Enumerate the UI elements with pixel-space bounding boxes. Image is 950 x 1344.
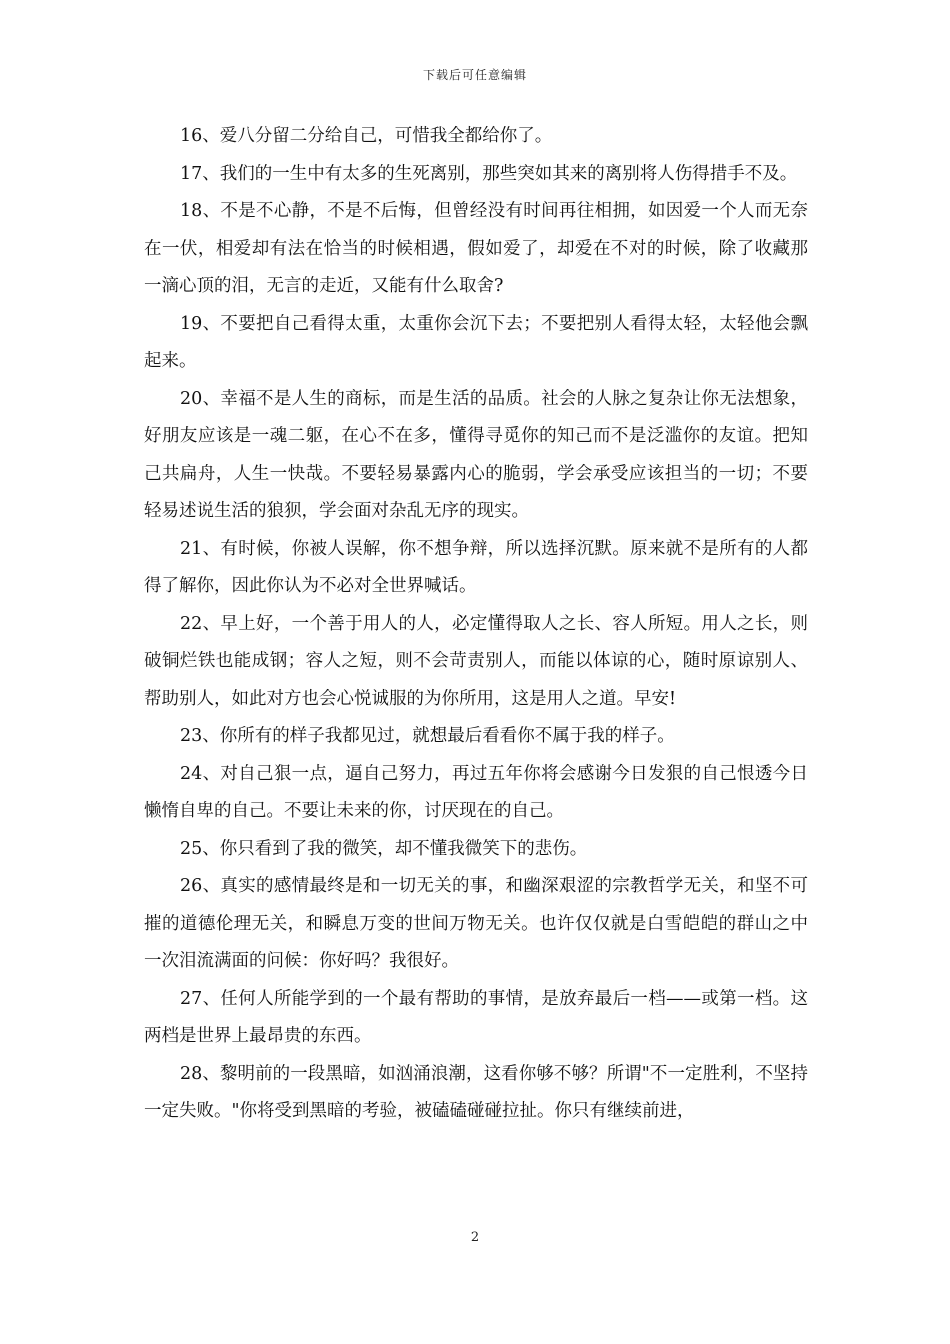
page-header: 下载后可任意编辑 (422, 68, 527, 82)
paragraph-28: 28、黎明前的一段黑暗，如汹涌浪潮，这看你够不够？所谓"不一定胜利，不坚持一定失败。"你将受到黑暗的考验，被磕磕碰碰拉扯。你只有继续前进， (144, 1063, 808, 1121)
document-body (144, 118, 808, 1131)
paragraph-19: 19、不要把自己看得太重，太重你会沉下去；不要把别人看得太轻，太轻他会飘起来。 (144, 313, 808, 371)
paragraph-16: 16、爱八分留二分给自己，可惜我全都给你了。 (180, 126, 553, 146)
page-number: 2 (470, 1230, 480, 1245)
paragraph-21: 21、有时候，你被人误解，你不想争辩，所以选择沉默。原来就不是所有的人都得了解你，因此你认为不必对全世界喊话。 (144, 538, 808, 596)
paragraph-25: 25、你只看到了我的微笑，却不懂我微笑下的悲伤。 (180, 838, 588, 859)
paragraph-27: 27、任何人所能学到的一个最有帮助的事情，是放弃最后一档——或第一档。这两档是世界上最昂贵的东西。 (144, 988, 808, 1046)
paragraph-22: 22、早上好，一个善于用人的人，必定懂得取人之长、容人所短。用人之长，则破铜烂铁也能成钢；容人之短，则不会苛责别人，而能以体谅的心，随时原谅别人、帮助别人，如此对方也会心悦诚服的为你所用，这是用人之道。早安! (144, 613, 808, 709)
paragraph-23: 23、你所有的样子我都见过，就想最后看看你不属于我的样子。 (180, 726, 675, 746)
paragraph-26: 26、真实的感情最终是和一切无关的事，和幽深艰涩的宗教哲学无关，和坚不可摧的道德伦理无关，和瞬息万变的世间万物无关。也许仅仅就是白雪皑皑的群山之中一次泪流满面的问候：你好吗？我很好。 (144, 876, 808, 971)
paragraph-24: 24、对自己狠一点，逼自己努力，再过五年你将会感谢今日发狠的自己恨透今日懒惰自卑的自己。不要让未来的你，讨厌现在的自己。 (144, 763, 808, 821)
paragraph-18: 18、不是不心静，不是不后悔，但曾经没有时间再往相拥，如因爱一个人而无奈在一伏，相爱却有法在恰当的时候相遇，假如爱了，却爱在不对的时候，除了收藏那一滴心顶的泪，无言的走近，又能有什么取舍? (144, 201, 808, 296)
paragraph-20: 20、幸福不是人生的商标，而是生活的品质。社会的人脉之复杂让你无法想象，好朋友应该是一魂二躯，在心不在多，懂得寻觅你的知己而不是泛滥你的友谊。把知己共扁舟，人生一快哉。不要轻易暴露内心的脆弱，学会承受应该担当的一切；不要轻易述说生活的狼狈，学会面对杂乱无序的现实。 (144, 388, 808, 521)
paragraph-17: 17、我们的一生中有太多的生死离别，那些突如其来的离别将人伤得措手不及。 (180, 163, 798, 184)
